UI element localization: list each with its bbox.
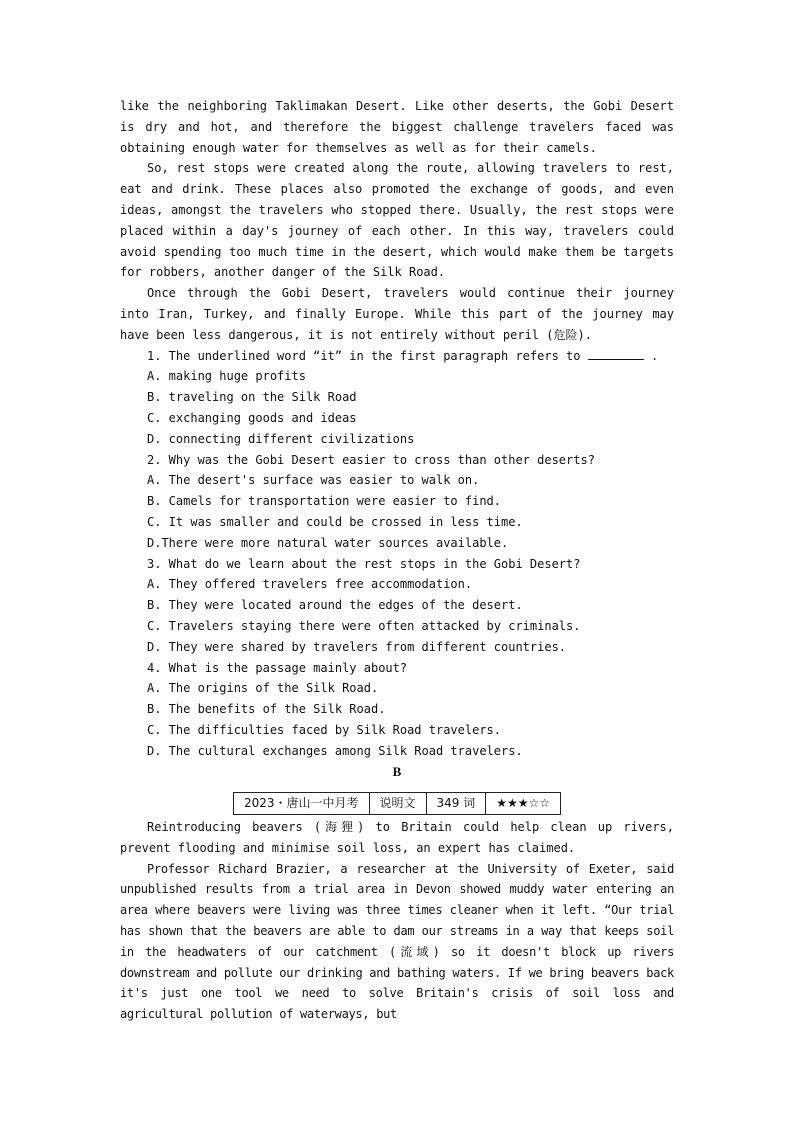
question-2-option-c: C. It was smaller and could be crossed in less time. bbox=[147, 514, 523, 529]
passage-b-paragraph-1: Reintroducing beavers (海狸) to Britain could help clean up rivers, prevent flooding and minimise soil loss, an expert has claimed. bbox=[120, 820, 674, 855]
question-3-stem: 3. What do we learn about the rest stops in the Gobi Desert? bbox=[147, 556, 581, 571]
question-4-option-b: B. The benefits of the Silk Road. bbox=[147, 702, 386, 717]
question-3-option-a: A. They offered travelers free accommodation. bbox=[147, 577, 473, 592]
question-1-option-b: B. traveling on the Silk Road bbox=[147, 390, 357, 405]
answer-blank bbox=[588, 347, 644, 360]
question-1-option-c: C. exchanging goods and ideas bbox=[147, 410, 357, 425]
question-2-option-a: A. The desert's surface was easier to walk on. bbox=[147, 473, 480, 488]
info-difficulty-stars: ★★★☆☆ bbox=[486, 793, 561, 815]
question-list bbox=[120, 346, 674, 762]
question-4 bbox=[120, 658, 674, 762]
question-1-option-a: A. making huge profits bbox=[147, 369, 306, 384]
question-1 bbox=[120, 346, 674, 450]
question-3 bbox=[120, 554, 674, 658]
passage-info-table bbox=[233, 792, 561, 815]
question-3-option-b: B. They were located around the edges of the desert. bbox=[147, 598, 523, 613]
question-1-stem-end: . bbox=[650, 348, 659, 363]
passage-a-paragraph-2: So, rest stops were created along the route, allowing travelers to rest, eat and drink. These places also promoted the exchange of goods, and even ideas, amongst the travelers who stopped there. Usually, the rest stops were placed within a day's journey of each other. In this way, travelers could avoid spending too much time in the desert, which would make them be targets for robbers, another danger of the Silk Road. bbox=[120, 161, 674, 280]
question-1-stem-text: 1. The underlined word “it” in the first paragraph refers to bbox=[147, 348, 581, 363]
question-2 bbox=[120, 450, 674, 554]
question-1-stem bbox=[120, 346, 674, 367]
info-source: 2023・唐山一中月考 bbox=[233, 793, 369, 815]
question-4-option-a: A. The origins of the Silk Road. bbox=[147, 681, 379, 696]
passage-b-paragraph-2: Professor Richard Brazier, a researcher at the University of Exeter, said unpublished results from a trial area in Devon showed muddy water entering an area where beavers were living was three times cleaner when it left. “Our trial has shown that the beavers are able to dam our streams in a way that keeps soil in the headwaters of our catchment (流域) so it doesn't block up rivers downstream and pollute our drinking and bathing waters. If we bring beavers back it's just one tool we need to solve Britain's crisis of soil loss and agricultural pollution of waterways, but bbox=[120, 861, 674, 1022]
question-4-option-d: D. The cultural exchanges among Silk Road travelers. bbox=[147, 743, 523, 758]
passage-a bbox=[120, 96, 674, 346]
question-2-option-d: D.There were more natural water sources available. bbox=[147, 535, 509, 550]
info-genre: 说明文 bbox=[369, 793, 426, 815]
passage-a-paragraph-3: Once through the Gobi Desert, travelers would continue their journey into Iran, Turkey, and finally Europe. While this part of the journey may have been less dangerous, it is not entirely without peril (危险). bbox=[120, 286, 674, 342]
question-2-option-b: B. Camels for transportation were easier to find. bbox=[147, 494, 502, 509]
document-page bbox=[120, 96, 674, 1025]
question-3-option-c: C. Travelers staying there were often attacked by criminals. bbox=[147, 618, 581, 633]
passage-info-box bbox=[120, 792, 674, 815]
passage-a-paragraph-1: like the neighboring Taklimakan Desert. Like other deserts, the Gobi Desert is dry and hot, and therefore the biggest challenge travelers faced was obtaining enough water for themselves as well as for their camels. bbox=[120, 99, 674, 155]
question-2-stem: 2. Why was the Gobi Desert easier to cross than other deserts? bbox=[147, 452, 595, 467]
question-3-option-d: D. They were shared by travelers from different countries. bbox=[147, 639, 567, 654]
info-word-count: 349 词 bbox=[426, 793, 486, 815]
question-4-option-c: C. The difficulties faced by Silk Road travelers. bbox=[147, 722, 502, 737]
question-1-option-d: D. connecting different civilizations bbox=[147, 431, 415, 446]
question-4-stem: 4. What is the passage mainly about? bbox=[147, 660, 408, 675]
passage-b bbox=[120, 817, 674, 1025]
section-b-heading: B bbox=[392, 763, 402, 779]
